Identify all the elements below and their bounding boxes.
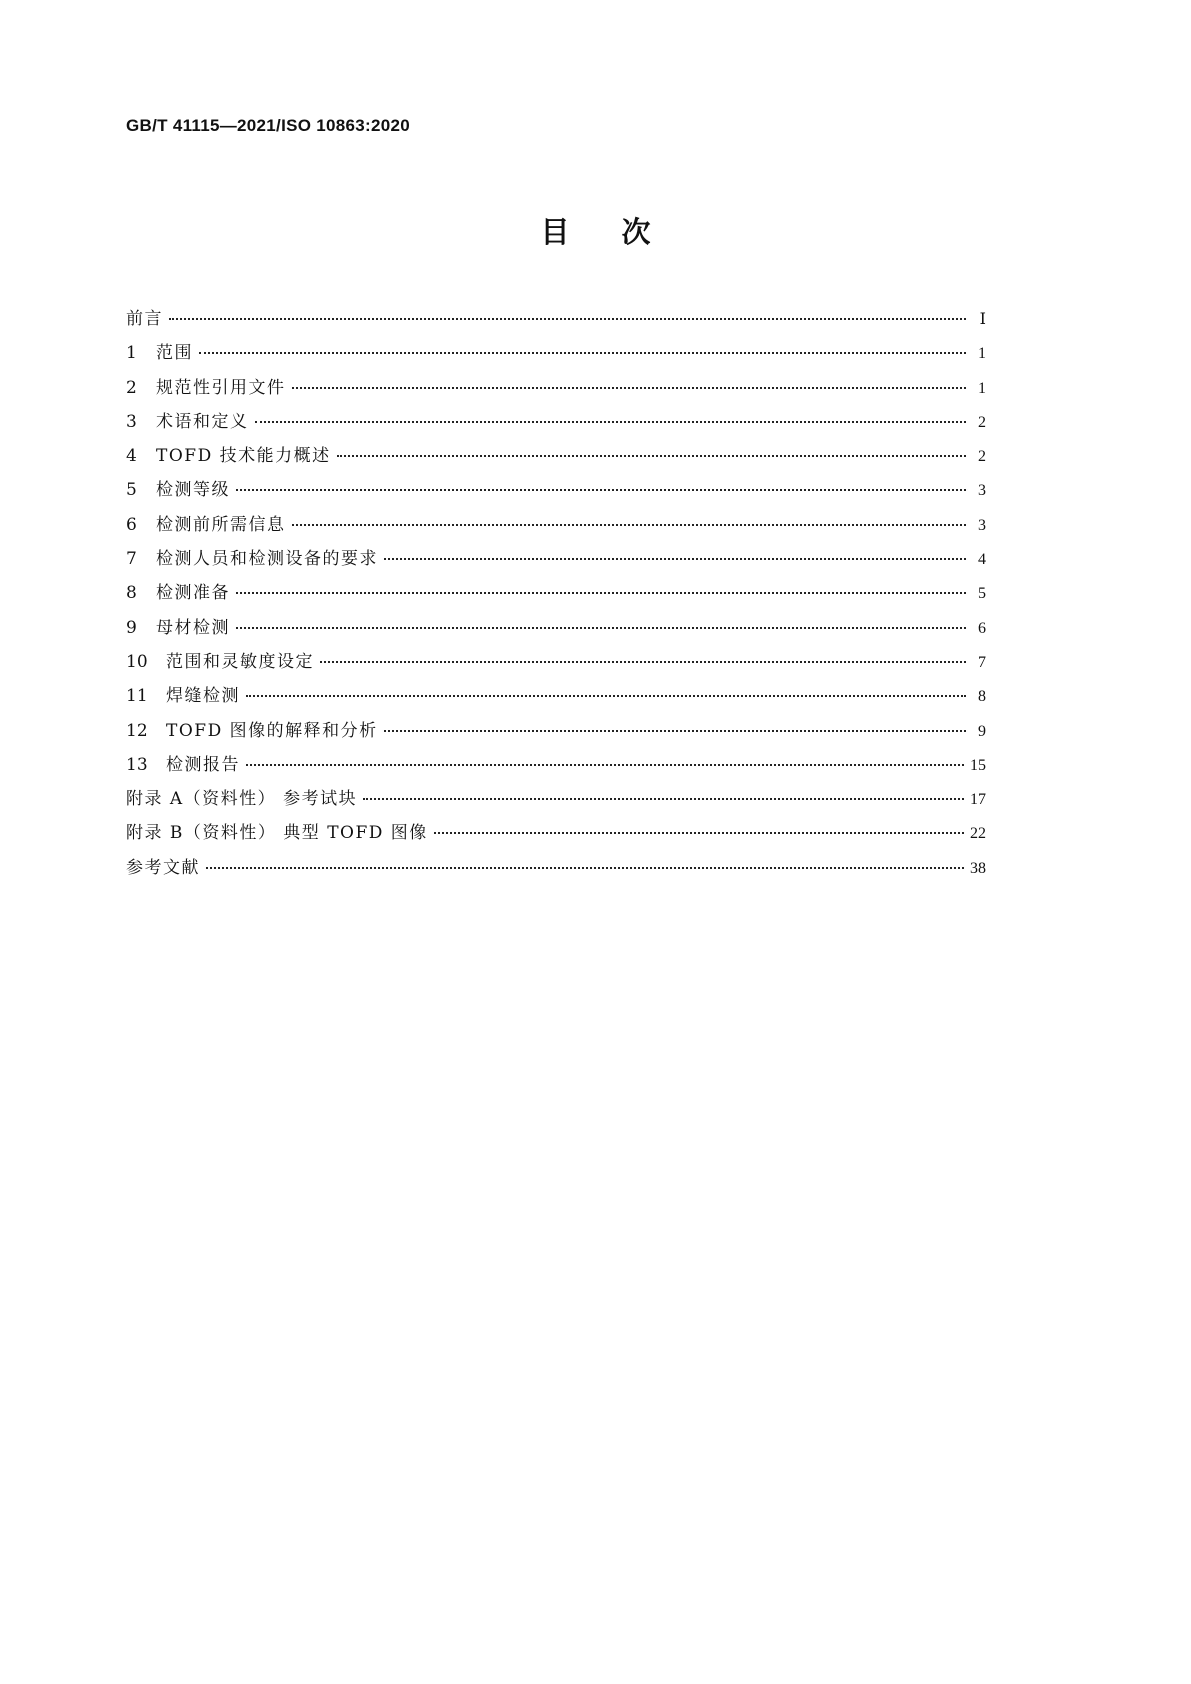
- table-of-contents: [126, 302, 986, 885]
- toc-entry-page: 4: [978, 551, 986, 569]
- toc-entry-label: 母材检测: [156, 617, 230, 638]
- toc-leader-dots: [236, 488, 966, 491]
- toc-entry[interactable]: [126, 679, 986, 713]
- toc-entry-number: 12: [126, 720, 148, 741]
- toc-entry-label: 规范性引用文件: [156, 377, 286, 398]
- toc-entry-page: 7: [978, 653, 986, 671]
- toc-leader-dots: [246, 694, 966, 697]
- toc-entry[interactable]: [126, 748, 986, 782]
- toc-entry[interactable]: [126, 439, 986, 473]
- toc-entry-label: 检测人员和检测设备的要求: [156, 549, 378, 570]
- toc-entry-page: 22: [970, 825, 986, 843]
- toc-entry-page: 6: [978, 619, 986, 637]
- toc-entry-number: 7: [126, 549, 137, 570]
- toc-entry-label: 检测准备: [156, 583, 230, 604]
- toc-leader-dots: [236, 591, 966, 594]
- toc-leader-dots: [255, 420, 967, 423]
- toc-entry-page: 8: [978, 688, 986, 706]
- toc-entry-page: 1: [978, 379, 986, 397]
- toc-leader-dots: [337, 454, 966, 457]
- toc-entry-number: 8: [126, 583, 137, 604]
- toc-leader-dots: [199, 351, 966, 354]
- toc-entry[interactable]: [126, 851, 986, 885]
- toc-entry-page: 17: [970, 791, 986, 809]
- toc-entry-number: 9: [126, 617, 137, 638]
- toc-entry-number: 3: [126, 411, 137, 432]
- toc-entry[interactable]: [126, 473, 986, 507]
- toc-title: 目次: [540, 215, 703, 249]
- toc-leader-dots: [292, 523, 967, 526]
- toc-entry-number: 10: [126, 651, 148, 672]
- toc-leader-dots: [434, 831, 964, 834]
- toc-entry[interactable]: [126, 611, 986, 645]
- toc-leader-dots: [206, 866, 964, 869]
- toc-entry[interactable]: [126, 508, 986, 542]
- toc-entry-label: 范围: [156, 343, 193, 364]
- toc-entry-page: 5: [978, 585, 986, 603]
- toc-leader-dots: [292, 386, 967, 389]
- toc-leader-dots: [236, 626, 966, 629]
- toc-entry-label: 参考文献: [126, 857, 200, 878]
- toc-leader-dots: [246, 763, 964, 766]
- toc-entry-page: 1: [978, 345, 986, 363]
- toc-entry-page: 3: [978, 516, 986, 534]
- toc-entry-label: 前言: [126, 309, 163, 329]
- toc-entry-label: TOFD 技术能力概述: [156, 446, 331, 467]
- toc-entry-label: 检测等级: [156, 480, 230, 501]
- toc-entry[interactable]: [126, 576, 986, 610]
- toc-entry-label: 检测前所需信息: [156, 514, 286, 535]
- toc-entry-number: 1: [126, 343, 137, 364]
- toc-entry-label: 附录 B（资料性） 典型 TOFD 图像: [126, 823, 428, 844]
- toc-entry-page: 9: [978, 722, 986, 740]
- toc-entry-label: 术语和定义: [156, 411, 249, 432]
- toc-entry-label: 范围和灵敏度设定: [166, 651, 314, 672]
- toc-entry-label: 检测报告: [166, 754, 240, 775]
- toc-entry[interactable]: [126, 336, 986, 370]
- toc-entry-number: 11: [126, 686, 148, 707]
- toc-entry-page: 15: [970, 756, 986, 774]
- toc-entry[interactable]: [126, 782, 986, 816]
- toc-entry-label: TOFD 图像的解释和分析: [166, 720, 378, 741]
- toc-entry-number: 5: [126, 480, 137, 501]
- toc-entry-number: 13: [126, 754, 148, 775]
- document-number: GB/T 41115—2021/ISO 10863:2020: [126, 116, 411, 135]
- toc-entry-page: 2: [978, 413, 986, 431]
- toc-leader-dots: [363, 797, 964, 800]
- toc-leader-dots: [384, 729, 966, 732]
- toc-entry-number: 2: [126, 377, 137, 398]
- toc-leader-dots: [384, 557, 966, 560]
- toc-entry[interactable]: [126, 302, 986, 336]
- toc-entry-page: 3: [978, 482, 986, 500]
- toc-entry-number: 4: [126, 446, 137, 467]
- toc-entry-number: 6: [126, 514, 137, 535]
- toc-entry-page: 2: [978, 448, 986, 466]
- toc-entry[interactable]: [126, 714, 986, 748]
- toc-entry[interactable]: [126, 371, 986, 405]
- toc-entry[interactable]: [126, 405, 986, 439]
- toc-leader-dots: [320, 660, 966, 663]
- toc-entry[interactable]: [126, 542, 986, 576]
- toc-entry[interactable]: [126, 816, 986, 850]
- toc-leader-dots: [169, 317, 966, 320]
- toc-entry-label: 焊缝检测: [166, 686, 240, 707]
- toc-entry-label: 附录 A（资料性） 参考试块: [126, 789, 358, 810]
- toc-entry[interactable]: [126, 645, 986, 679]
- toc-entry-page: 38: [970, 859, 986, 877]
- toc-entry-page: Ⅰ: [979, 311, 986, 328]
